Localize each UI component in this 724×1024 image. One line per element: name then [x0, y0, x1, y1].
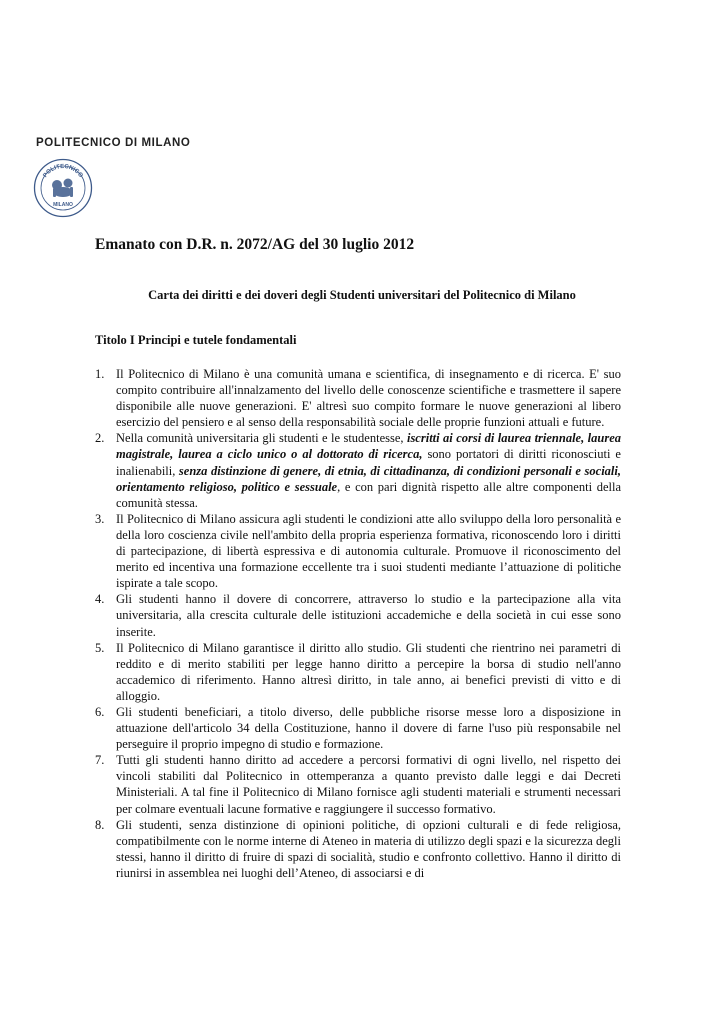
list-item-text: Gli studenti hanno il dovere di concorrere, attraverso lo studio e la partecipazione alla vita universitaria, alla crescita culturale delle istituzioni accademiche e della società in cui esse sono inserite. — [116, 592, 621, 639]
institution-logo-text: POLITECNICO DI MILANO — [36, 137, 191, 149]
principles-list — [95, 366, 621, 881]
list-item-text: Nella comunità universitaria gli studenti e le studentesse, iscritti ai corsi di laurea triennale, laurea magistrale, laurea a ciclo unico o al dottorato di ricerca, sono portatori di diritti riconosciuti e inalienabili, senza distinzione di genere, di etnia, di cittadinanza, di condizioni personali e sociali, orientamento religioso, politico e sessuale, e con pari dignità rispetto alle altre componenti della comunità stessa. — [116, 431, 622, 510]
document-subtitle: Carta dei diritti e dei doveri degli Studenti universitari del Politecnico di Milano — [148, 288, 576, 302]
seal-text-bottom: MILANO — [53, 202, 73, 208]
list-item — [95, 366, 621, 430]
list-item-number: 2. — [95, 431, 105, 446]
list-item — [95, 511, 621, 591]
list-item-text: Il Politecnico di Milano è una comunità umana e scientifica, di insegnamento e di ricerca. E' suo compito contribuire all'innalzamento del livello delle conoscenze scientifiche e trasmettere il sapere disponibile alle nuove generazioni. E' altresì suo compito formare le nuove generazioni al libero esercizio del pensiero e al senso della responsabilità sociale delle proprie funzioni attuali e future. — [116, 367, 621, 430]
list-item-text: Il Politecnico di Milano garantisce il diritto allo studio. Gli studenti che rientrino nei parametri di reddito e di merito stabiliti per legge hanno diritto a percepire la borsa di studio nell'anno accademico di riferimento. Hanno altresì diritto, in tale anno, ai benefici previsti di vitto e di alloggio. — [116, 640, 621, 703]
list-item-number: 5. — [95, 640, 105, 655]
list-item-text: Tutti gli studenti hanno diritto ad accedere a percorsi formativi di ogni livello, nel rispetto dei vincoli stabiliti dal Politecnico in ottemperanza a quanto previsto dalle leggi e dai Decreti Ministeriali. A tal fine il Politecnico di Milano fornisce agli studenti materiali e strumenti necessari per colmare eventuali lacune formative e raggiungere il successo formativo. — [116, 753, 621, 816]
emphasis-text: iscritti ai corsi di laurea triennale, laurea magistrale, laurea a ciclo unico o al dottorato di ricerca, — [116, 431, 622, 462]
list-item-text: Gli studenti beneficiari, a titolo diverso, delle pubbliche risorse messe loro a disposizione in attuazione dell'articolo 34 della Costituzione, hanno il dovere di farne l'uso più responsabile nel perseguire il proprio impegno di studio e formazione. — [116, 704, 621, 752]
list-item — [95, 640, 621, 704]
list-item-number: 8. — [95, 817, 105, 832]
list-item — [95, 704, 621, 752]
list-item-number: 1. — [95, 367, 105, 381]
list-item — [95, 817, 621, 881]
seal-text-top: POLITECNICO — [42, 163, 84, 179]
list-item-number: 4. — [95, 592, 105, 607]
list-item-number: 7. — [95, 753, 105, 768]
list-item-number: 6. — [95, 704, 105, 719]
list-item-number: 3. — [95, 511, 105, 526]
university-seal-icon — [33, 158, 93, 218]
list-item — [95, 591, 621, 639]
emphasis-text: senza distinzione di genere, di etnia, di cittadinanza, di condizioni personali e sociali, orientamento religioso, politico e sessuale — [116, 463, 621, 494]
list-item — [95, 752, 621, 816]
list-item-text: Il Politecnico di Milano assicura agli studenti le condizioni atte allo sviluppo della loro personalità e della loro coscienza civile nell'ambito della propria esperienza formativa, riconoscendo loro i diritti di partecipazione, di libertà espressiva e di autonomia culturale. Promuove il riconoscimento del merito ed incentiva una formazione eccellente tra i suoi studenti mediante l’attuazione di politiche ispirate a tale scopo. — [116, 511, 621, 591]
list-item — [95, 430, 621, 510]
list-item-text: Gli studenti, senza distinzione di opinioni politiche, di opzioni culturali e di fede religiosa, compatibilmente con le norme interne di Ateneo in materia di utilizzo degli spazi e la sicurezza degli stessi, hanno il diritto di fruire di spazi di socialità, studio e confronto collettivo. Hanno il diritto di riunirsi in assemblea nei luoghi dell’Ateneo, di associarsi e di — [116, 817, 621, 880]
document-title: Emanato con D.R. n. 2072/AG del 30 luglio 2012 — [95, 236, 415, 253]
section-title: Titolo I Principi e tutele fondamentali — [95, 333, 297, 347]
